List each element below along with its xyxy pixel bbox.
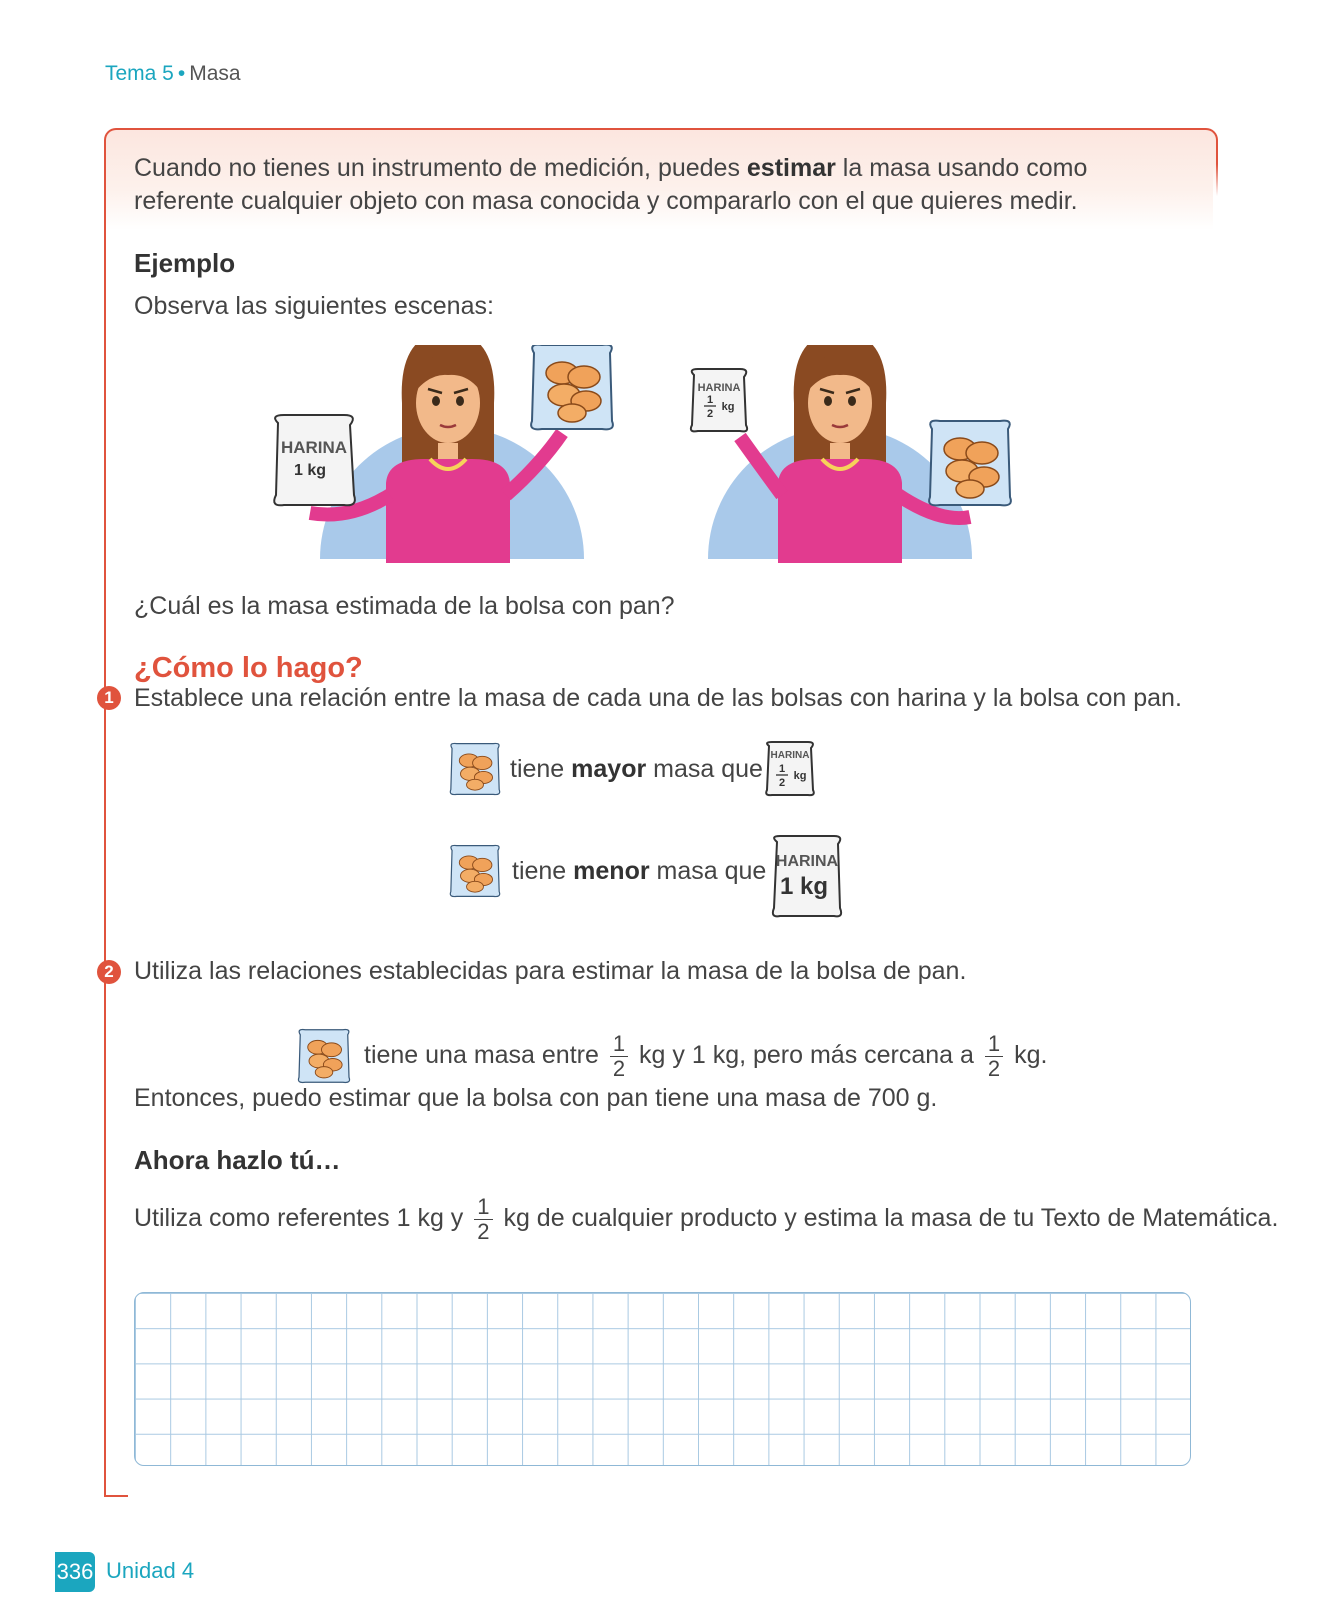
step-1-text: Establece una relación entre la masa de cada una de las bolsas con harina y la bolsa con pan.: [134, 684, 1182, 712]
flour-bag-half-kg-icon: [691, 369, 747, 431]
unit-label: Unidad 4: [106, 1558, 195, 1583]
svg-text:1: 1: [706, 394, 714, 406]
ejemplo-heading: Ejemplo: [134, 248, 236, 278]
conclusion-text: Entonces, puedo estimar que la bolsa con pan tiene una masa de 700 g.: [134, 1084, 938, 1112]
bread-bag-icon: [531, 345, 613, 429]
flour-mass-1: 1 kg: [293, 462, 327, 479]
svg-text:HARINA: HARINA: [770, 750, 810, 761]
flour-label-1: HARINA: [280, 438, 348, 457]
ahora-instruction: Utiliza como referentes 1 kg y $\frac{1}{2}$ kg de cualquier producto y estima la masa de tu Texto de Matemática.: [134, 1194, 1279, 1244]
frame-left-border: [104, 228, 106, 1496]
subject-label: Masa: [189, 62, 241, 85]
balance-scenes-illustration: [270, 345, 1060, 577]
svg-text:kg: kg: [721, 401, 735, 413]
bread-bag-icon: [448, 842, 502, 900]
half-fraction: $\frac{1}{2}$: [610, 1032, 628, 1081]
como-heading: ¿Cómo lo hago?: [134, 652, 363, 684]
topic-label: Tema 5: [105, 62, 174, 85]
menor-keyword: menor: [573, 857, 650, 885]
half-fraction: $\frac{1}{2}$: [985, 1032, 1003, 1081]
page-header: [105, 60, 241, 88]
svg-text:1: 1: [778, 763, 786, 775]
bread-bag-icon: [448, 740, 502, 798]
estimar-keyword: estimar: [746, 154, 836, 182]
ahora-heading: Ahora hazlo tú…: [134, 1145, 341, 1175]
step-2-badge: 2: [97, 960, 121, 984]
svg-text:2: 2: [706, 408, 714, 420]
svg-text:HARINA: HARINA: [775, 853, 839, 870]
frame-bottom-border: [104, 1495, 128, 1497]
mayor-keyword: mayor: [571, 755, 647, 783]
page-number: 336: [55, 1552, 95, 1592]
ejemplo-question: ¿Cuál es la masa estimada de la bolsa con pan?: [134, 592, 675, 620]
svg-text:kg: kg: [793, 770, 807, 782]
svg-text:HARINA: HARINA: [697, 382, 741, 394]
step-1-badge: 1: [97, 686, 121, 710]
flour-bag-1kg-icon: [274, 415, 355, 505]
relation-greater: tiene mayor masa que: [510, 755, 763, 783]
ejemplo-instruction: Observa las siguientes escenas:: [134, 292, 494, 320]
answer-grid[interactable]: [134, 1292, 1191, 1466]
bread-bag-icon: [296, 1026, 352, 1086]
svg-text:1 kg: 1 kg: [779, 873, 829, 900]
half-fraction: $\frac{1}{2}$: [474, 1195, 492, 1244]
flour-bag-half-kg-icon: [764, 740, 816, 798]
header-separator: •: [177, 62, 186, 85]
step-2-text: Utiliza las relaciones establecidas para estimar la masa de la bolsa de pan.: [134, 957, 967, 985]
estimate-statement: tiene una masa entre $\frac{1}{2}$ kg y 1 kg, pero más cercana a $\frac{1}{2}$ kg.: [364, 1031, 1048, 1081]
relation-less: tiene menor masa que: [512, 857, 767, 885]
svg-text:2: 2: [778, 777, 786, 789]
flour-bag-1kg-icon: [770, 834, 844, 920]
intro-text: Cuando no tienes un instrumento de medición, puedes estimar la masa usando como referente cualquier objeto con masa conocida y compararlo con el que quieres medir.: [134, 154, 1088, 215]
